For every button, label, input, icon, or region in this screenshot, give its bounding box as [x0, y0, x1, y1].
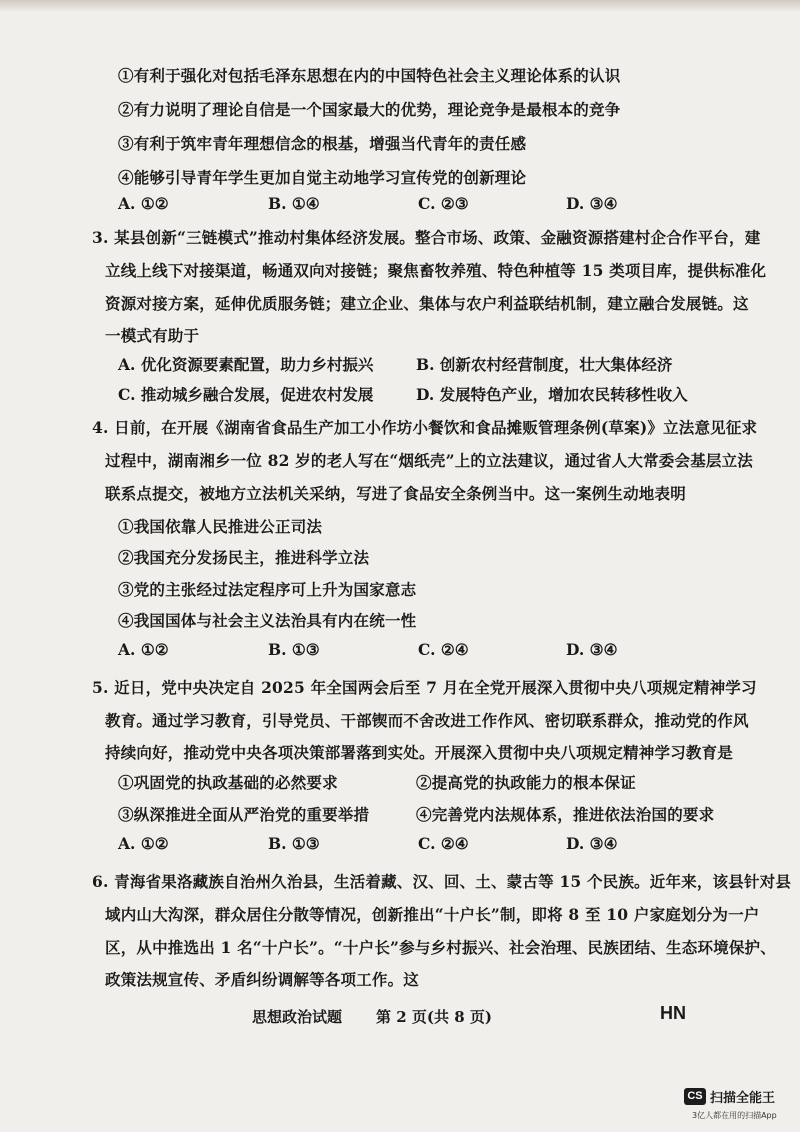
scanner-watermark [684, 1088, 794, 1128]
q5-statement-3: ③纵深推进全面从严治党的重要举措 [118, 805, 370, 824]
q4-option-b: B. ①③ [268, 640, 320, 659]
q5-option-c: C. ②④ [418, 834, 469, 853]
q2-option-d: D. ③④ [566, 194, 618, 213]
scanner-app-name: 扫描全能王 [710, 1091, 776, 1106]
q4-option-c: C. ②④ [418, 640, 469, 659]
q6-stem-line-4: 政策法规宣传、矛盾纠纷调解等各项工作。这 [105, 970, 420, 989]
q3-option-b: B. 创新农村经营制度，壮大集体经济 [416, 355, 673, 374]
footer-page-number: 第 2 页(共 8 页) [376, 1008, 492, 1026]
q4-statement-2: ②我国充分发扬民主，推进科学立法 [118, 548, 370, 567]
q3-option-d: D. 发展特色产业，增加农民转移性收入 [416, 385, 688, 404]
scanner-tagline: 3亿人都在用的扫描App [692, 1111, 777, 1120]
q6-stem-line-1: 6. 青海省果洛藏族自治州久治县，生活着藏、汉、回、土、蒙古等 15 个民族。近年来，该县针对县 [92, 872, 792, 891]
footer-region-code: HN [660, 1003, 686, 1023]
q3-option-c: C. 推动城乡融合发展，促进农村发展 [118, 385, 374, 404]
q2-option-a: A. ①② [118, 194, 169, 213]
statement-3: ③有利于筑牢青年理想信念的根基，增强当代青年的责任感 [118, 134, 527, 153]
q4-stem-line-2: 过程中，湖南湘乡一位 82 岁的老人写在“烟纸壳”上的立法建议，通过省人大常委会基层立法 [105, 451, 753, 470]
statement-2: ②有力说明了理论自信是一个国家最大的优势，理论竞争是最根本的竞争 [118, 100, 621, 119]
q5-stem-line-3: 持续向好，推动党中央各项决策部署落到实处。开展深入贯彻中央八项规定精神学习教育是 [105, 743, 734, 762]
q2-option-c: C. ②③ [418, 194, 469, 213]
q3-stem-line-3: 资源对接方案，延伸优质服务链；建立企业、集体与农户利益联结机制，建立融合发展链。这 [105, 294, 749, 313]
scan-shadow [0, 0, 800, 12]
q2-option-b: B. ①④ [268, 194, 320, 213]
q3-stem-line-2: 立线上线下对接渠道，畅通双向对接链；聚焦畜牧养殖、特色种植等 15 类项目库，提供标准化 [105, 261, 767, 280]
q4-stem-line-3: 联系点提交，被地方立法机关采纳，写进了食品安全条例当中。这一案例生动地表明 [105, 484, 686, 503]
q5-option-a: A. ①② [118, 834, 169, 853]
camscanner-logo-icon: CS [684, 1088, 706, 1105]
q5-statement-2: ②提高党的执政能力的根本保证 [416, 773, 636, 792]
q5-stem-line-2: 教育。通过学习教育，引导党员、干部锲而不舍改进工作作风、密切联系群众，推动党的作风 [105, 711, 749, 730]
q4-option-a: A. ①② [118, 640, 169, 659]
q5-option-b: B. ①③ [268, 834, 320, 853]
q5-stem-line-1: 5. 近日，党中央决定自 2025 年全国两会后至 7 月在全党开展深入贯彻中央八项规定精神学习 [92, 678, 757, 697]
statement-1: ①有利于强化对包括毛泽东思想在内的中国特色社会主义理论体系的认识 [118, 66, 621, 85]
footer-subject: 思想政治试题 [252, 1008, 343, 1026]
q6-stem-line-3: 区，从中推选出 1 名“十户长”。“十户长”参与乡村振兴、社会治理、民族团结、生态环境保护、 [105, 938, 776, 957]
q4-statement-1: ①我国依靠人民推进公正司法 [118, 517, 323, 536]
q5-statement-1: ①巩固党的执政基础的必然要求 [118, 773, 338, 792]
q4-statement-4: ④我国国体与社会主义法治具有内在统一性 [118, 611, 417, 630]
q3-stem-line-1: 3. 某县创新“三链模式”推动村集体经济发展。整合市场、政策、金融资源搭建村企合作平台，建 [92, 228, 761, 247]
q5-statement-4: ④完善党内法规体系，推进依法治国的要求 [416, 805, 715, 824]
q4-stem-line-1: 4. 日前，在开展《湖南省食品生产加工小作坊小餐饮和食品摊贩管理条例(草案)》立法意见征求 [92, 418, 758, 437]
q3-option-a: A. 优化资源要素配置，助力乡村振兴 [118, 355, 374, 374]
q3-stem-line-4: 一模式有助于 [105, 326, 200, 345]
q6-stem-line-2: 域内山大沟深，群众居住分散等情况，创新推出“十户长”制，即将 8 至 10 户家庭划分为一户 [105, 905, 760, 924]
q4-statement-3: ③党的主张经过法定程序可上升为国家意志 [118, 580, 417, 599]
q4-option-d: D. ③④ [566, 640, 618, 659]
q5-option-d: D. ③④ [566, 834, 618, 853]
statement-4: ④能够引导青年学生更加自觉主动地学习宣传党的创新理论 [118, 168, 527, 187]
